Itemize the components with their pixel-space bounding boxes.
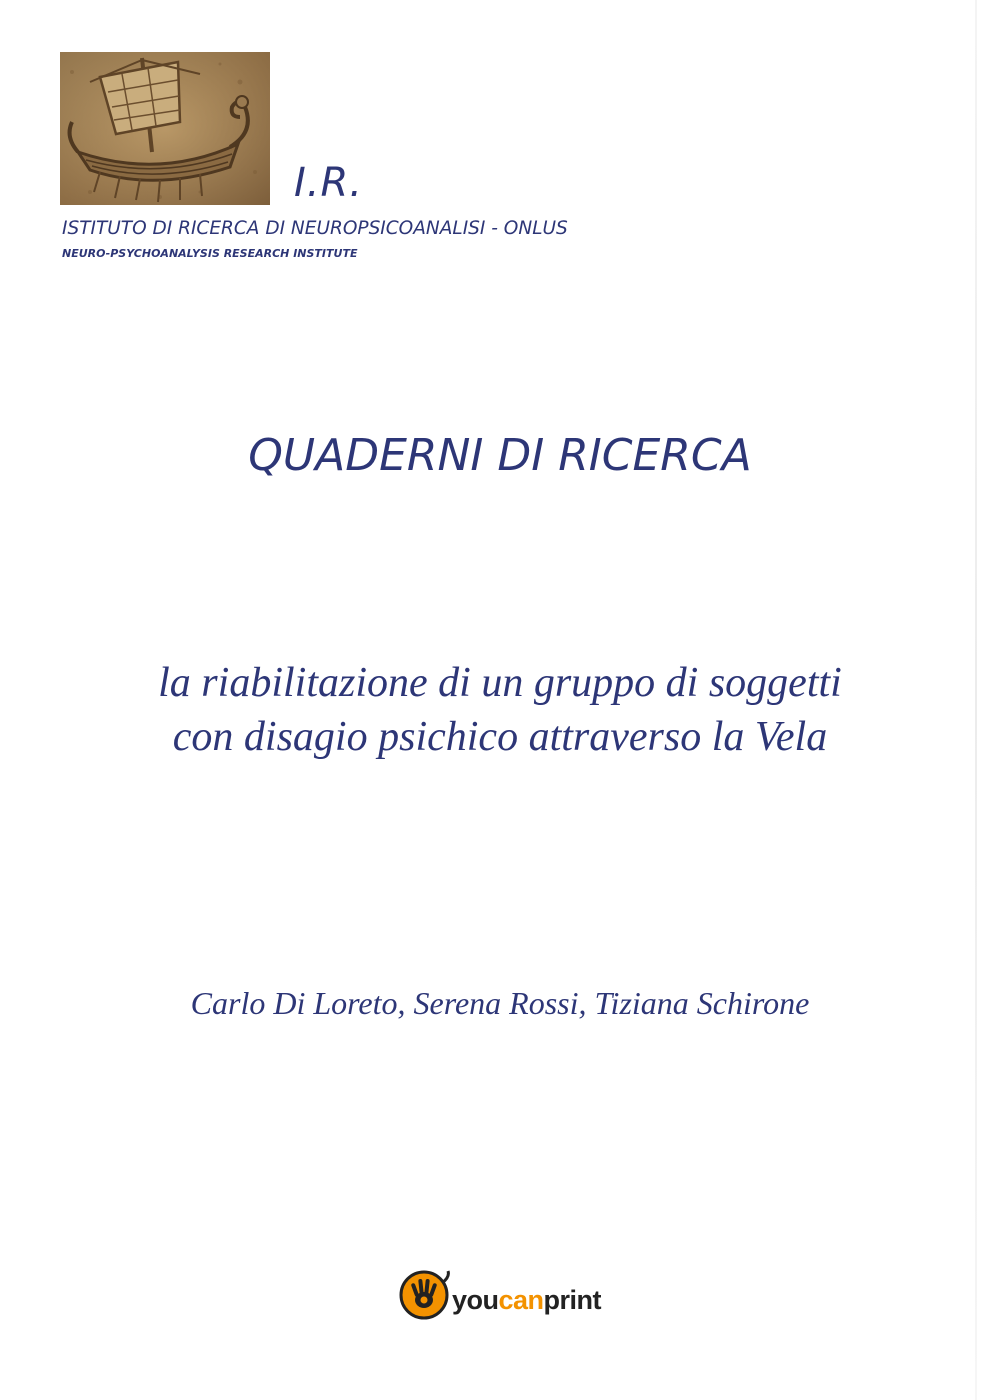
institute-name: ISTITUTO DI RICERCA DI NEUROPSICOANALISI - ONLUS <box>62 218 568 239</box>
institute-acronym: I.R. <box>294 160 364 206</box>
publisher-name-can: can <box>498 1284 544 1315</box>
series-title: QUADERNI DI RICERCA <box>248 430 752 481</box>
book-title-line-2: con disagio psichico attraverso la Vela <box>172 714 828 760</box>
book-title-line-1: la riabilitazione di un gruppo di soggetti <box>158 660 842 706</box>
publisher-logo <box>398 1267 601 1323</box>
publisher-name-you: you <box>452 1284 499 1315</box>
publisher-name <box>452 1285 601 1316</box>
authors: Carlo Di Loreto, Serena Rossi, Tiziana Schirone <box>190 985 810 1021</box>
ancient-ship-relief-icon <box>60 52 270 205</box>
hand-in-circle-icon <box>398 1269 450 1321</box>
book-title <box>0 656 1000 764</box>
institute-name-english: NEURO-PSYCHOANALYSIS RESEARCH INSTITUTE <box>62 247 358 260</box>
publisher-name-print: print <box>543 1284 602 1315</box>
